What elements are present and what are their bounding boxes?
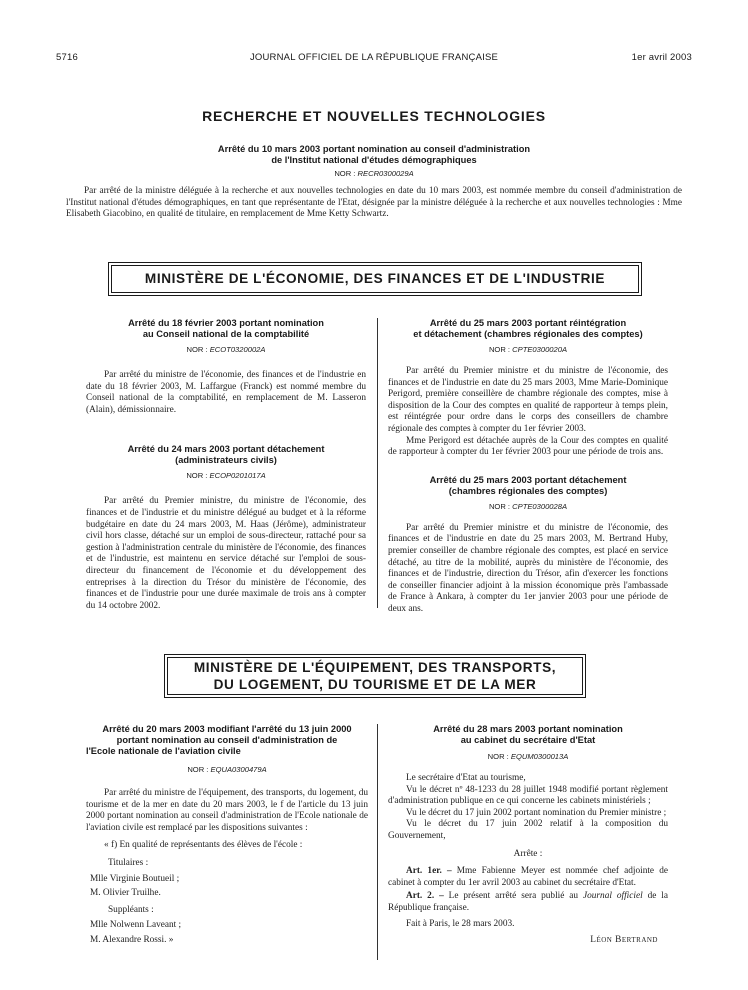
arrete-title [388,475,668,497]
arrete-heading: Arrête : [513,848,543,859]
section-title-economie: MINISTÈRE DE L'ÉCONOMIE, DES FINANCES ET DE L'INDUSTRIE [144,271,606,286]
arrete-text: Par arrêté du Premier ministre et du ministre de l'économie, des finances et de l'industrie en date du 25 mars 2003, M. Bertrand Huby, premier conseiller de chambre régionale des comptes, est placé en service détaché, au titre de la mobilité, auprès du ministère de l'économie, des finances et de l'industrie, direction du Trésor, afin d'exercer les fonctions de conseiller financier adjoint à la mission économique près l'ambassade de France à Ankara, à compter du 1er janvier 2003 pour une période de deux ans. [388,522,668,614]
arrete-title-line: l'Ecole nationale de l'aviation civile [86,746,241,756]
page-number: 5716 [56,52,78,63]
nor-label: NOR : [186,345,210,354]
article-label: Art. 2. – [406,891,444,902]
nor-code: CPTE0300028A [512,501,568,511]
suppleant-name: M. Alexandre Rossi. » [90,934,174,945]
nor-label: NOR : [187,765,211,774]
nor-reference [86,471,366,480]
signature: Léon Bertrand [590,935,658,946]
article-text: de la République française. [388,891,669,913]
arrete-title [0,144,748,166]
nor-reference [0,169,748,178]
suppleants-label: Suppléants : [108,904,154,915]
nor-reference [86,765,368,774]
nor-label: NOR : [488,345,513,354]
arrete-title-line: au cabinet du secrétaire d'Etat [460,735,596,745]
preamble-line: Vu le décret du 17 juin 2002 relatif à la composition du Gouvernement, [388,819,668,841]
section-title-line: MINISTÈRE DE L'ÉQUIPEMENT, DES TRANSPORTS, [193,660,557,675]
nor-reference [388,345,668,354]
arrete-title-line: Arrêté du 28 mars 2003 portant nomination [433,724,623,734]
arrete-title-line: (administrateurs civils) [175,455,277,466]
arrete-text: Par arrêté du ministre de l'équipement, des transports, du logement, du tourisme et de la mer en date du 20 mars 2003, le f de l'article du 13 juin 2000 portant nomination au conseil d'administration de l'Ecole nationale de l'aviation civile est remplacé par les dispositions suivantes : [86,788,368,833]
publication-date: 1er avril 2003 [631,52,692,63]
nor-code: EQUM0300013A [510,752,569,761]
section-title-equipement [165,659,585,693]
suppleant-name: Mlle Nolwenn Laveant ; [90,920,182,931]
article-label: Art. 1er. – [406,866,452,877]
arrete-title-line: Arrêté du 25 mars 2003 portant réintégration [429,318,627,328]
column-left [86,724,368,947]
column-divider [377,318,378,608]
arrete-title-line: Arrêté du 24 mars 2003 portant détachement [127,444,325,455]
nor-code: RECR0300029A [357,169,414,178]
arrete-title-line: Arrêté du 10 mars 2003 portant nomination au conseil d'administration [217,144,531,154]
arrete-title-line: portant nomination au conseil d'administration de [116,735,338,745]
titulaire-name: Mlle Virginie Boutueil ; [90,873,180,884]
column-right [388,318,668,616]
article-2 [388,891,668,914]
article-1 [388,866,668,889]
nor-label: NOR : [488,501,513,511]
preamble-line: Vu le décret du 17 juin 2002 portant nomination du Premier ministre ; [406,807,667,818]
nor-reference [388,752,668,761]
arrete-title [86,444,366,466]
ministry-box-equipement [164,654,586,698]
fait-a-paris: Fait à Paris, le 28 mars 2003. [406,918,515,929]
nor-code: ECOP0201017A [209,471,266,481]
nor-code: CPTE0300020A [512,345,568,354]
arrete-title [86,318,366,340]
article-text: Le présent arrêté sera publié au [443,891,583,902]
arrete-text: Mme Perigord est détachée auprès de la Cour des comptes en qualité de rapporteur à compter du 1er février 2003 pour une période de trois ans. [388,435,668,458]
arrete-title-line: de l'Institut national d'études démographiques [271,155,477,165]
arrete-title-line: et détachement (chambres régionales des comptes) [413,329,643,339]
ministry-box-economie [108,262,642,296]
arrete-text: Par arrêté du Premier ministre, du ministre de l'économie, des finances et de l'industrie et du ministre délégué au budget et à la réforme budgétaire en date du 24 mars 2003, M. Haas (Jérôme), administrateur civil hors classe, détaché sur un emploi de sous-directeur, rattaché pour sa gestion à l'administration centrale du ministère de l'économie, des finances et de l'industrie, est maintenu en service détaché sur l'emploi de sous-directeur du financement de l'économie et du développement des entreprises à la direction du Trésor du ministère de l'économie, des finances et de l'industrie pour une durée maximale de trois ans à compter du 14 octobre 2002. [86,496,366,611]
arrete-title-line: Arrêté du 20 mars 2003 modifiant l'arrêté du 13 juin 2000 [102,724,352,734]
arrete-text: Par arrêté du ministre de l'économie, des finances et de l'industrie en date du 18 février 2003, M. Laffargue (Franck) est nommé membre du Conseil national de la comptabilité, en remplacement de M. Lasseron (Alain), démissionnaire. [86,370,366,415]
nor-reference [388,502,668,511]
nor-label: NOR : [334,169,358,178]
preamble-line: Vu le décret nº 48-1233 du 28 juillet 1948 modifié portant règlement d'administration publique en ce qui concerne les cabinets ministériels ; [388,784,668,807]
arrete-title [388,318,668,340]
arrete-title-line: Arrêté du 18 février 2003 portant nomination [128,318,324,328]
nor-label: NOR : [186,471,210,481]
journal-reference: Journal officiel [583,891,643,902]
section-title-recherche: RECHERCHE ET NOUVELLES TECHNOLOGIES [202,108,546,124]
titulaires-label: Titulaires : [108,857,149,868]
section-title-line: DU LOGEMENT, DU TOURISME ET DE LA MER [213,677,537,692]
nor-code: ECOT0320002A [209,345,266,354]
journal-title: JOURNAL OFFICIEL DE LA RÉPUBLIQUE FRANÇAISE [249,52,499,63]
preamble-line: Le secrétaire d'Etat au tourisme, [406,773,526,783]
nor-code: EQUA0300479A [210,765,267,774]
arrete-title-line: Arrêté du 25 mars 2003 portant détachement [429,474,627,485]
arrete-text: Par arrêté du Premier ministre et du ministre de l'économie, des finances et de l'industrie en date du 25 mars 2003, Mme Marie-Dominique Perigord, première conseillère de chambre régionale des comptes, mise à disposition de la Cour des comptes en qualité de rapporteur à temps plein, est réintégrée pour ordre dans le corps des conseillers de chambre régionale des comptes à compter du 1er février 2003. [388,366,668,434]
nor-reference [86,345,366,354]
nor-label: NOR : [487,752,511,761]
column-right [388,724,668,947]
arrete-title [86,724,368,757]
quote-intro: « f) En qualité de représentants des élèves de l'école : [104,840,303,851]
column-divider [377,724,378,960]
arrete-title-line: au Conseil national de la comptabilité [142,329,310,339]
arrete-title-line: (chambres régionales des comptes) [448,485,608,496]
column-left [86,318,366,612]
titulaire-name: M. Olivier Truilhe. [90,888,161,899]
arrete-text: Par arrêté de la ministre déléguée à la recherche et aux nouvelles technologies en date du 10 mars 2003, est nommée membre du conseil d'administration de l'Institut national d'études démographiques, en tant que représentante de l'Etat, désignée par la ministre déléguée à la recherche et aux nouvelles technologies : Mme Elisabeth Giacobino, en qualité de titulaire, en remplacement de Mme Ketty Schwartz. [66,186,682,220]
article-text: Mme Fabienne Meyer est nommée chef adjointe de cabinet à compter du 1er avril 2003 au cabinet du secrétaire d'Etat. [388,866,668,888]
arrete-title [388,724,668,746]
